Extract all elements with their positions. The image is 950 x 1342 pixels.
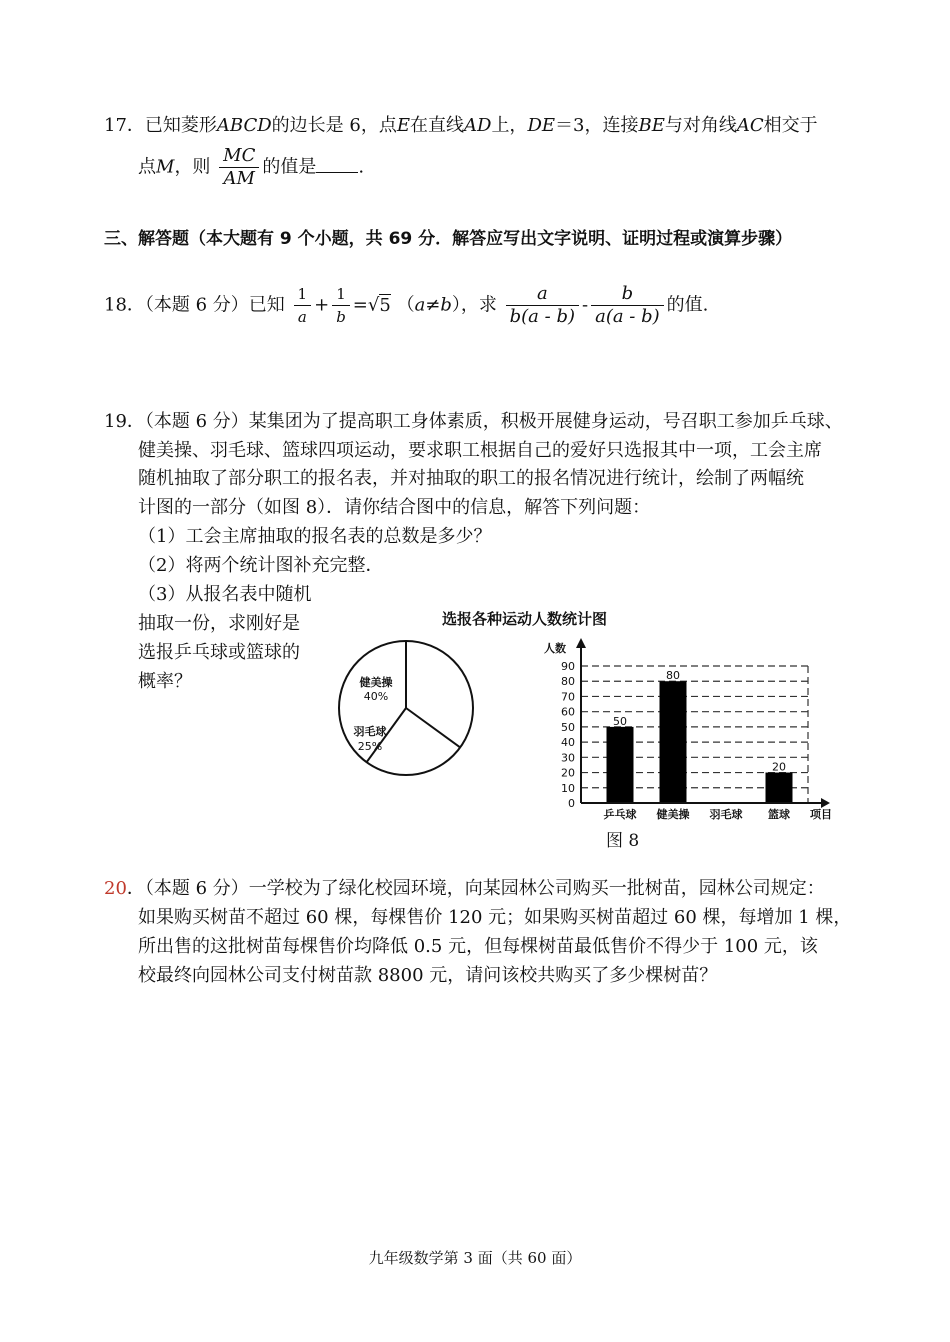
- x-tick-label: 篮球: [768, 808, 790, 821]
- bar-value-label: 80: [666, 669, 680, 683]
- figure-8: [330, 600, 850, 830]
- section-title: 三、解答题（本大题有 9 个小题，共 69 分．解答应写出文字说明、证明过程或演算步骤）: [104, 229, 793, 249]
- q20-line-3: 所出售的这批树苗每棵售价均降低 0.5 元，但每棵树苗最低售价不得少于 100 元，该: [138, 936, 818, 957]
- x-tick-label: 乒乓球: [603, 808, 637, 821]
- y-tick-labels: [561, 660, 575, 810]
- y-tick-label: 0: [568, 797, 575, 810]
- q18-frac-1b: $\frac{1}{b}$: [332, 284, 350, 327]
- x-tick-labels: [604, 807, 791, 821]
- q20-line-4: 校最终向园林公司支付树苗款 8800 元，请问该校共购买了多少棵树苗？: [138, 965, 718, 986]
- y-tick-label: 70: [561, 690, 575, 704]
- q17-line1: 17．已知菱形ABCD的边长是 6，点E在直线AD上，DE＝3，连接BE与对角线AC相交于: [104, 115, 818, 136]
- q19-sub2: （2）将两个统计图补充完整．: [138, 555, 384, 576]
- q17-line2: 点M，则 $\frac{MC}{AM}$ 的值是 .: [138, 145, 365, 189]
- bar-chart-title: 选报各种运动人数统计图: [442, 610, 608, 628]
- bar-value-label: 20: [772, 760, 786, 774]
- x-tick-label: 健美操: [656, 808, 690, 821]
- q20-line-2: 如果购买树苗不超过 60 棵，每棵售价 120 元；如果购买树苗超过 60 棵，每增加 1 棵，: [138, 907, 852, 928]
- bar: [660, 681, 687, 803]
- x-axis-arrow-icon: [821, 798, 830, 808]
- figure-caption: 图 8: [606, 831, 640, 851]
- y-tick-label: 90: [561, 660, 575, 673]
- y-tick-label: 20: [561, 766, 575, 780]
- y-tick-label: 60: [561, 705, 575, 719]
- y-tick-label: 30: [561, 751, 575, 765]
- pie-slice-pct-yumaoqiu: 25%: [357, 740, 383, 753]
- q19-line-1: 19．（本题 6 分）某集团为了提高职工身体素质，积极开展健身运动，号召职工参加乒乓球、: [104, 411, 843, 432]
- q17-number: 17: [104, 115, 127, 136]
- bar-value-label: 50: [613, 714, 627, 728]
- bar: [766, 773, 793, 803]
- y-tick-label: 80: [561, 675, 575, 689]
- q18-line: 18．（本题 6 分）已知 $\frac{1}{a}$ + $\frac{1}{b}$ =√5 （a≠b），求 $\frac{a}{b(a - b)}$ - $\frac{b}{a(a - b)}$ 的值.: [104, 283, 709, 327]
- y-axis-arrow-icon: [576, 638, 586, 648]
- y-axis-label: 人数: [544, 642, 566, 655]
- pie-slice-label-yumaoqiu: 羽毛球: [353, 725, 387, 738]
- page-footer: 九年级数学第 3 面（共 60 面）: [368, 1249, 582, 1267]
- q19-sub3-cont-3: 概率？: [138, 671, 192, 692]
- q18-number: 18．: [104, 294, 145, 316]
- q19-line-3: 随机抽取了部分职工的报名表，并对抽取的职工的报名情况进行统计，绘制了两幅统: [138, 468, 804, 489]
- y-tick-label: 40: [561, 736, 575, 750]
- q20-number: 20: [104, 878, 127, 899]
- x-axis-label: 项目: [810, 808, 832, 821]
- sqrt-symbol: √: [367, 294, 380, 316]
- q17-fraction: $\frac{MC}{AM}$: [219, 146, 259, 189]
- bars: [607, 669, 793, 803]
- q18-frac-3: $\frac{a}{b(a - b)}$: [506, 284, 579, 327]
- bar: [607, 727, 634, 803]
- q19-line-4: 计图的一部分（如图 8）．请你结合图中的信息，解答下列问题：: [138, 497, 651, 518]
- q18-frac-4: $\frac{b}{a(a - b)}$: [591, 284, 664, 327]
- pie-slice-pct-jianmeicao: 40%: [363, 690, 389, 703]
- q19-sub3: （3）从报名表中随机: [138, 584, 312, 605]
- q19-sub3-cont-2: 选报乒乓球或篮球的: [138, 642, 300, 663]
- y-tick-label: 10: [561, 781, 575, 795]
- answer-blank: [316, 154, 358, 173]
- q19-sub3-cont-1: 抽取一份，求刚好是: [138, 613, 300, 634]
- q19-sub1: （1）工会主席抽取的报名表的总数是多少？: [138, 526, 492, 547]
- q18-frac-1a: $\frac{1}{a}$: [294, 284, 312, 327]
- q20-line-1: 20．（本题 6 分）一学校为了绿化校园环境，向某园林公司购买一批树苗，园林公司规定：: [104, 878, 825, 899]
- x-tick-label: 羽毛球: [709, 808, 743, 821]
- y-tick-label: 50: [561, 720, 575, 734]
- bar-chart: [442, 610, 832, 821]
- pie-chart: [339, 641, 473, 775]
- q19-line-2: 健美操、羽毛球、篮球四项运动，要求职工根据自己的爱好只选报其中一项，工会主席: [138, 440, 822, 461]
- pie-slice-label-jianmeicao: 健美操: [359, 676, 393, 689]
